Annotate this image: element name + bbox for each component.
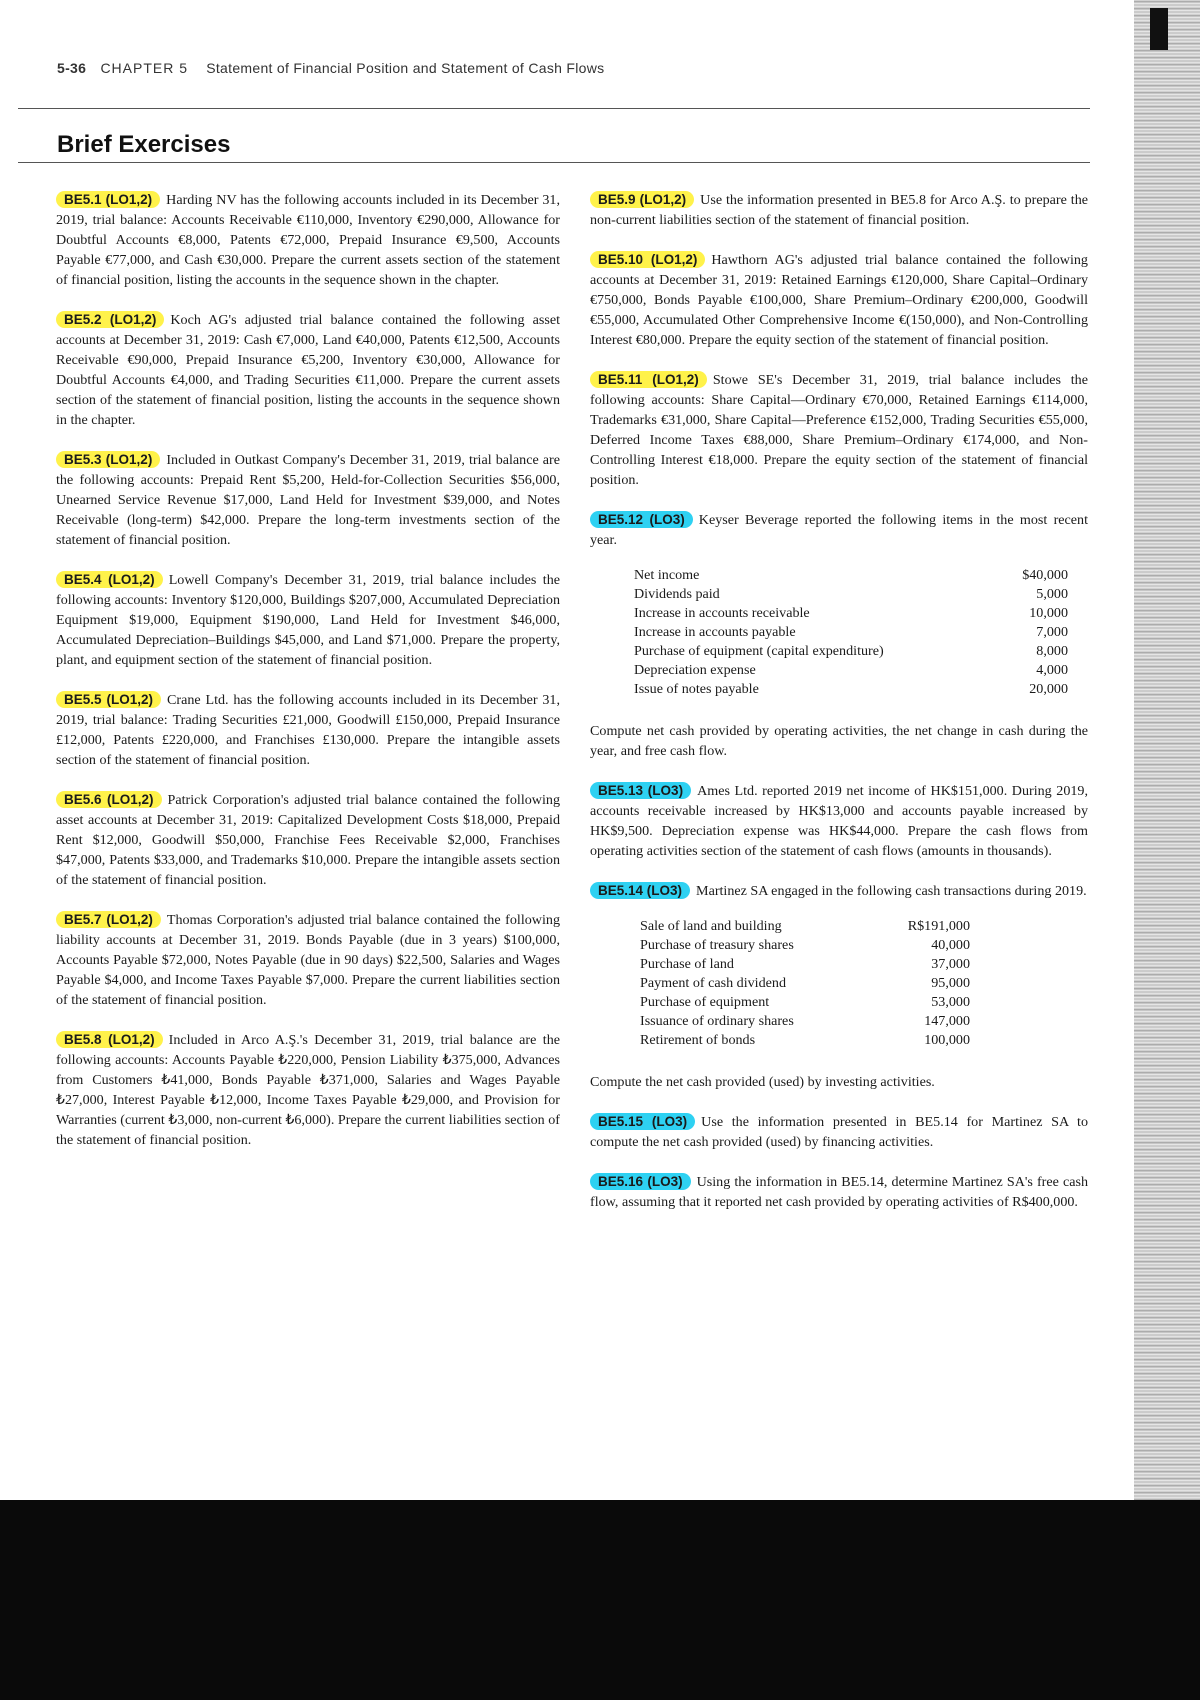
- scan-binding-edge: [1134, 0, 1200, 1500]
- exercise-be5-2: [56, 310, 560, 430]
- exercise-be5-13: [590, 781, 1088, 861]
- exercise-be5-12: [590, 510, 1088, 550]
- exercise-tag: BE5.12 (LO3): [590, 511, 693, 528]
- row-amount: 10,000: [1029, 605, 1068, 621]
- exercise-text: Thomas Corporation's adjusted trial balance contained the following liability accounts at December 31, 2019. Bonds Payable (due in 3 years) $100,000, Accounts Payable $72,000, Notes Payable (due in 90 days) $22,500, Salaries and Wages Payable $4,000, and Income Taxes Payable $7,000. Prepare the current liabilities section of the statement of financial position.: [56, 912, 560, 1008]
- row-amount: 53,000: [931, 994, 970, 1010]
- row-label: Purchase of treasury shares: [640, 937, 794, 953]
- exercise-tag: BE5.4 (LO1,2): [56, 571, 163, 588]
- exercise-text: Ames Ltd. reported 2019 net income of HK$151,000. During 2019, accounts receivable increased by HK$13,000 and accounts payable increased by HK$9,500. Depreciation expense was HK$44,000. Prepare the cash flows from operating activities section of the statement of cash flows (amounts in thousands).: [590, 783, 1088, 859]
- page-number: 5-36: [57, 60, 87, 76]
- table-row: [640, 993, 970, 1012]
- row-label: Sale of land and building: [640, 918, 782, 934]
- table-row: [634, 566, 1068, 585]
- row-label: Issue of notes payable: [634, 681, 759, 697]
- exercise-be5-8: [56, 1030, 560, 1150]
- exercise-tag: BE5.6 (LO1,2): [56, 791, 162, 808]
- row-amount: 8,000: [1036, 643, 1068, 659]
- exercise-be5-15: [590, 1112, 1088, 1152]
- scan-corner-mark: [1150, 8, 1168, 50]
- table-row: [634, 642, 1068, 661]
- exercise-tag: BE5.3 (LO1,2): [56, 451, 160, 468]
- exercise-text: Using the information in BE5.14, determine Martinez SA's free cash flow, assuming that it reported net cash provided by operating activities of R$400,000.: [590, 1174, 1088, 1210]
- exercise-tag: BE5.5 (LO1,2): [56, 691, 161, 708]
- table-row: [640, 917, 970, 936]
- table-row: [634, 585, 1068, 604]
- row-amount: 5,000: [1036, 586, 1068, 602]
- row-label: Net income: [634, 567, 700, 583]
- exercise-tag: BE5.1 (LO1,2): [56, 191, 160, 208]
- exercise-be5-5: [56, 690, 560, 770]
- exercise-be5-6: [56, 790, 560, 890]
- row-label: Purchase of equipment: [640, 994, 770, 1010]
- be5-12-table: [634, 566, 1068, 699]
- scan-bottom-border: [0, 1500, 1200, 1700]
- exercise-text: Use the information presented in BE5.14 for Martinez SA to compute the net cash provided (used) by financing activities.: [590, 1114, 1088, 1150]
- exercise-text: Stowe SE's December 31, 2019, trial balance includes the following accounts: Share Capital—Ordinary €70,000, Retained Earnings €114,000, Trademarks €31,000, Share Capital—Preference €152,000, Trading Securities €55,000, Deferred Income Taxes €88,000, Share Premium–Ordinary €174,000, and Non-Controlling Interest €18,000. Prepare the equity section of the statement of financial position.: [590, 372, 1088, 488]
- top-rule: [18, 108, 1090, 109]
- exercise-tag: BE5.8 (LO1,2): [56, 1031, 163, 1048]
- row-amount: 4,000: [1036, 662, 1068, 678]
- exercise-tag: BE5.11 (LO1,2): [590, 371, 707, 388]
- exercise-tag: BE5.2 (LO1,2): [56, 311, 164, 328]
- row-amount: 147,000: [924, 1013, 970, 1029]
- exercise-be5-16: [590, 1172, 1088, 1212]
- be5-12-question: Compute net cash provided by operating activities, the net change in cash during the year, and free cash flow.: [590, 723, 1088, 759]
- table-row: [640, 974, 970, 993]
- exercise-be5-9: [590, 190, 1088, 230]
- row-label: Purchase of equipment (capital expenditure): [634, 643, 884, 659]
- exercise-text: Use the information presented in BE5.8 for Arco A.Ş. to prepare the non-current liabilities section of the statement of financial position.: [590, 192, 1088, 228]
- row-label: Issuance of ordinary shares: [640, 1013, 794, 1029]
- row-amount: 40,000: [931, 937, 970, 953]
- exercise-be5-11: [590, 370, 1088, 490]
- table-row: [634, 680, 1068, 699]
- exercise-text: Lowell Company's December 31, 2019, trial balance includes the following accounts: Inventory $120,000, Buildings $207,000, Accumulated Depreciation Equipment $19,000, Equipment $190,000, Land Held for Investment $46,000, Accumulated Depreciation–Buildings $45,000, and Land $71,000. Prepare the property, plant, and equipment section of the statement of financial position.: [56, 572, 560, 668]
- exercise-tag: BE5.9 (LO1,2): [590, 191, 694, 208]
- row-amount: R$191,000: [907, 918, 970, 934]
- be5-14-question: Compute the net cash provided (used) by investing activities.: [590, 1074, 935, 1090]
- exercise-text: Koch AG's adjusted trial balance contained the following asset accounts at December 31, 2019: Cash €7,000, Land €40,000, Patents €12,500, Accounts Receivable €90,000, Prepaid Insurance €5,200, Inventory €30,000, Allowance for Doubtful Accounts €4,000, and Trading Securities €11,000. Prepare the current assets section of the statement of financial position, listing the accounts in the sequence shown in the chapter.: [56, 312, 561, 428]
- row-amount: 7,000: [1036, 624, 1068, 640]
- row-label: Payment of cash dividend: [640, 975, 786, 991]
- chapter-title: Statement of Financial Position and Statement of Cash Flows: [206, 60, 605, 76]
- left-column: [56, 190, 560, 1170]
- exercise-text: Keyser Beverage reported the following items in the most recent year.: [590, 512, 1089, 548]
- exercise-tag: BE5.15 (LO3): [590, 1113, 695, 1130]
- row-label: Dividends paid: [634, 586, 720, 602]
- table-row: [640, 1012, 970, 1031]
- row-amount: 37,000: [931, 956, 970, 972]
- exercise-tag: BE5.7 (LO1,2): [56, 911, 161, 928]
- table-row: [640, 955, 970, 974]
- exercise-be5-10: [590, 250, 1088, 350]
- row-amount: 95,000: [931, 975, 970, 991]
- exercise-text: Included in Arco A.Ş.'s December 31, 2019, trial balance are the following accounts: Accounts Payable ₺220,000, Pension Liability ₺375,000, Advances from Customers ₺41,000, Bonds Payable ₺371,000, Salaries and Wages Payable ₺27,000, Interest Payable ₺12,000, Income Taxes Payable ₺29,000, and Provision for Warranties (current ₺3,000, non-current ₺6,000). Prepare the current liabilities section of the statement of financial position.: [56, 1032, 560, 1148]
- row-label: Purchase of land: [640, 956, 734, 972]
- row-label: Increase in accounts payable: [634, 624, 796, 640]
- row-label: Increase in accounts receivable: [634, 605, 810, 621]
- right-column: [590, 190, 1088, 1232]
- exercise-be5-14: [590, 881, 1088, 901]
- exercise-text: Harding NV has the following accounts included in its December 31, 2019, trial balance: Accounts Receivable €110,000, Inventory €290,000, Allowance for Doubtful Accounts €8,000, Patents €72,000, Prepaid Insurance €9,500, Accounts Payable €77,000, and Cash €30,000. Prepare the current assets section of the statement of financial position, listing the accounts in the sequence shown in the chapter.: [56, 192, 561, 288]
- row-amount: 100,000: [924, 1032, 970, 1048]
- exercise-be5-3: [56, 450, 560, 550]
- exercise-tag: BE5.16 (LO3): [590, 1173, 691, 1190]
- table-row: [640, 936, 970, 955]
- table-row: [634, 623, 1068, 642]
- exercise-tag: BE5.10 (LO1,2): [590, 251, 705, 268]
- exercise-be5-1: [56, 190, 560, 290]
- exercise-text: Patrick Corporation's adjusted trial balance contained the following asset accounts at December 31, 2019: Capitalized Development Costs $18,000, Prepaid Rent $12,000, Goodwill $50,000, Franchise Fees Receivable $2,000, Franchises $47,000, Patents $33,000, and Trademarks $10,000. Prepare the intangible assets section of the statement of financial position.: [56, 792, 560, 888]
- row-amount: 20,000: [1029, 681, 1068, 697]
- table-row: [634, 604, 1068, 623]
- table-row: [634, 661, 1068, 680]
- exercise-tag: BE5.13 (LO3): [590, 782, 691, 799]
- row-label: Retirement of bonds: [640, 1032, 756, 1048]
- exercise-tag: BE5.14 (LO3): [590, 882, 690, 899]
- row-amount: $40,000: [1022, 567, 1068, 583]
- exercise-text: Included in Outkast Company's December 31, 2019, trial balance are the following accounts: Prepaid Rent $5,200, Held-for-Collection Securities $56,000, Unearned Service Revenue $17,000, Land Held for Investment $39,000, and Notes Receivable (long-term) $42,000. Prepare the long-term investments section of the statement of financial position.: [56, 452, 560, 548]
- exercise-be5-4: [56, 570, 560, 670]
- running-header: [57, 60, 1087, 84]
- section-rule: [18, 162, 1090, 163]
- table-row: [640, 1031, 970, 1050]
- exercise-text: Hawthorn AG's adjusted trial balance contained the following accounts at December 31, 2019: Retained Earnings €120,000, Share Capital–Ordinary €750,000, Bonds Payable €100,000, Share Premium–Ordinary €200,000, Goodwill €55,000, Accumulated Other Comprehensive Income €(150,000), and Non-Controlling Interest €80,000. Prepare the equity section of the statement of financial position.: [590, 252, 1088, 348]
- exercise-text: Crane Ltd. has the following accounts included in its December 31, 2019, trial balance: Trading Securities £21,000, Goodwill £150,000, Prepaid Insurance £12,000, Patents £220,000, and Franchises £130,000. Prepare the intangible assets section of the statement of financial position.: [56, 692, 560, 768]
- row-label: Depreciation expense: [634, 662, 756, 678]
- exercise-be5-7: [56, 910, 560, 1010]
- section-title: Brief Exercises: [57, 131, 231, 158]
- be5-14-table: [640, 917, 970, 1050]
- exercise-text: Martinez SA engaged in the following cash transactions during 2019.: [696, 883, 1087, 899]
- chapter-label: CHAPTER 5: [100, 60, 189, 76]
